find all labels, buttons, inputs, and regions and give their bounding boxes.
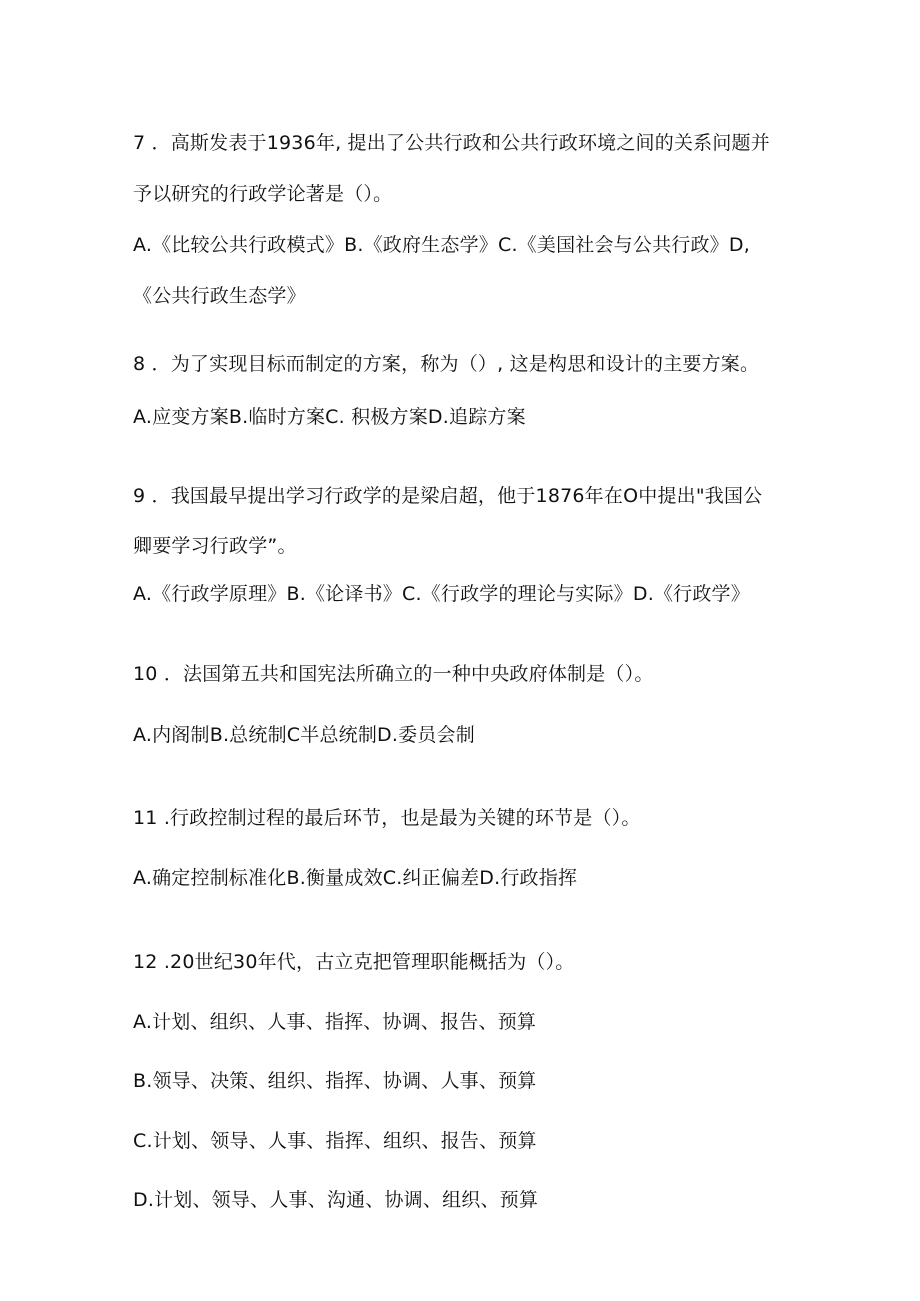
question-7-options-line-2: 《公共行政生态学》	[133, 285, 306, 307]
question-12-option-a: A.计划、组织、人事、指挥、协调、报告、预算	[133, 1011, 537, 1033]
question-8-options: A.应变方案B.临时方案C. 积极方案D.追踪方案	[133, 406, 526, 428]
question-10-options: A.内阁制B.总统制C半总统制D.委员会制	[133, 724, 475, 746]
question-9-options: A.《行政学原理》B.《论译书》C.《行政学的理论与实际》D.《行政学》	[133, 583, 750, 605]
question-11-options: A.确定控制标准化B.衡量成效C.纠正偏差D.行政指挥	[133, 867, 578, 889]
question-12-option-d: D.计划、领导、人事、沟通、协调、组织、预算	[133, 1189, 539, 1211]
question-12-option-b: B.领导、决策、组织、指挥、协调、人事、预算	[133, 1070, 537, 1092]
question-7-line-1: 7 ．高斯发表于1936年, 提出了公共行政和公共行政环境之间的关系问题并	[133, 132, 770, 154]
question-10-line-1: 10 ．法国第五共和国宪法所确立的一种中央政府体制是（）。	[133, 663, 654, 685]
question-7-line-2: 予以研究的行政学论著是（）。	[133, 183, 393, 205]
question-12-line-1: 12 .20世纪30年代，古立克把管理职能概括为（）。	[133, 951, 575, 973]
question-7-options-line-1: A.《比较公共行政模式》B.《政府生态学》C.《美国社会与公共行政》D,	[133, 234, 750, 256]
question-12-option-c: C.计划、领导、人事、指挥、组织、报告、预算	[133, 1130, 537, 1152]
question-9-line-2: 卿要学习行政学”。	[133, 535, 297, 557]
question-9-line-1: 9 ．我国最早提出学习行政学的是梁启超，他于1876年在O中提出"我国公	[133, 485, 763, 507]
question-8-line-1: 8 ．为了实现目标而制定的方案，称为（）, 这是构思和设计的主要方案。	[133, 353, 760, 375]
question-11-line-1: 11 .行政控制过程的最后环节，也是最为关键的环节是（）。	[133, 807, 641, 829]
